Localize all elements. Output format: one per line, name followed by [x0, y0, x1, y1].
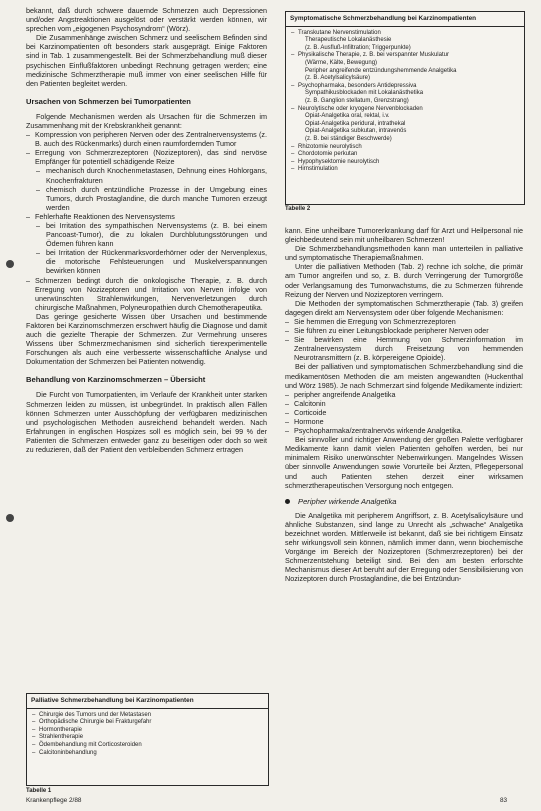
- table-item: (Wärme, Kälte, Bewegung): [305, 59, 378, 66]
- list-item: – Sie hemmen die Erregung von Schmerzrezeptoren: [285, 317, 523, 326]
- paragraph: Die Zusammenhänge zwischen Schmerz und seelischem Befinden sind bei Karzinompatienten oft besonders stark ausgeprägt. Einige Faktoren sind in Tab. 1 zusammengestellt. Bei der Schmerzbehandlung muß dieser psychischen Einflußfaktoren unbedingt Rechnung getragen werden; eine medizinische Schmerztherapie muß immer von einer seelischen Hilfe für den Patienten begleitet werden.: [26, 33, 267, 88]
- table-item: – Ödembehandlung mit Corticosteroiden: [32, 742, 263, 750]
- table-item: – Hypophysektomie neurolytisch: [291, 159, 519, 167]
- table-item: – Rhizotomie neurolytisch: [291, 144, 519, 152]
- table-item: – Chordotomie perkutan: [291, 151, 519, 159]
- list-item: – bei Irritation des sympathischen Nervensystems (z. B. bei einem Pancoast-Tumor), die zu lokalen Durchblutungsstörungen und Ödemen führen kann: [26, 221, 267, 248]
- table-box: [26, 693, 269, 786]
- table-item: – Psychopharmaka, besonders Antidepressiva: [291, 83, 519, 91]
- list-item: – Kompression von peripheren Nerven oder des Zentralnervensystems (z. B. auch des Rückenmarks) durch einen raumfordernden Tumor: [26, 130, 267, 148]
- paragraph: Bei sinnvoller und richtiger Anwendung der großen Palette verfügbarer Medikamente kann damit vielen Patienten geholfen werden, bei nur minimalem Risiko unerwünschter Nebenwirkungen. Mangelndes Wissen über sinnvolle Anwendungen sowie Vorurteile bei Ärzten, Pflegepersonal und auch Patienten stehen derzeit einer wirksamen schmerztherapeutischen Versorgung noch entgegen.: [285, 435, 523, 490]
- punch-hole: [6, 514, 14, 522]
- medication-list: [285, 390, 523, 435]
- list-item: – Calcitonin: [285, 399, 523, 408]
- table-item: – Neurolytische oder kryogene Nervenblockaden: [291, 106, 519, 114]
- paragraph: Das geringe gesicherte Wissen über Ursachen und bestimmende Faktoren bei Karzinomschmerzen erschwert häufig die Diagnose und damit auch die gezielte Therapie der Schmerzen. Zur Vermehrung unseres Wissens über Schmerzmechanismen sind sicherlich tierexperimentelle Forschungen als auch eine verbesserte wissenschaftliche Analyse und Dokumentation der Schmerzen bei Patienten notwendig.: [26, 311, 267, 367]
- table-item: Therapeutische Lokalanästhesie: [305, 37, 392, 44]
- table-item: – Strahlentherapie: [32, 734, 263, 742]
- left-column: [26, 6, 267, 454]
- paragraph: Bei der palliativen und symptomatischen Schmerzbehandlung sind die medikamentösen Methoden die am meisten angewandten (Huckenthal und Wörz 1985). Je nach Schmerzart sind folgende Medikamente indiziert:: [285, 362, 523, 390]
- table-item: Peripher angreifende entzündungshemmende Analgetika: [305, 67, 457, 74]
- paragraph: Die Analgetika mit peripherem Angriffsort, z. B. Acetylsalicylsäure und ähnliche Substanzen, sind lange zu Unrecht als „schwache“ Analgetika bezeichnet worden. Mittlerweile ist bekannt, daß sie bei richtigem Einsatz sehr wirkungsvoll sein können, nämlich immer dann, wenn biochemische Vorgänge im Bereich der Nozizeptoren (Schmerzrezeptoren) bei der Schmerzentstehung beteiligt sind. Bei den am besten erforschte Mechanismus dieser Art beruht auf der Erregung oder Sensibilisierung von Nozizeptoren durch Prostaglandine, die bei Entzündun-: [285, 510, 523, 584]
- table-item: Sympathikusblockaden mit Lokalanästhetika: [305, 90, 424, 97]
- punch-hole: [6, 260, 14, 268]
- page-number: 83: [500, 797, 508, 804]
- section-heading: Ursachen von Schmerzen bei Tumorpatienten: [26, 96, 191, 106]
- section-heading: Behandlung von Karzinomschmerzen – Übersicht: [26, 375, 206, 385]
- paragraph: Die Furcht von Tumorpatienten, im Verlaufe der Krankheit unter starken Schmerzen leiden zu müssen, ist unbegründet. In praktisch allen Fällen können Schmerzen unter Ausschöpfung der verfügbaren medizinischen und psychologischen Methoden ausreichend behandelt werden. Nach Erfahrungen in englischen Hospizes soll es möglich sein, bei 99 % der Patienten die Schmerzen entweder ganz zu beseitigen oder doch so weit zu reduzieren, daß der Patient den verbleibenden Schmerz ertragen: [26, 390, 267, 455]
- table-caption: Tabelle 1: [26, 788, 52, 794]
- paragraph: Die Schmerzbehandlungsmethoden kann man unterteilen in palliative und symptomatische Therapiemaßnahmen.: [285, 244, 523, 263]
- list-item: – Sie führen zu einer Leitungsblockade peripherer Nerven oder: [285, 326, 523, 335]
- list-item: – Erregung von Schmerzrezeptoren (Nozizeptoren), das sind nervöse Empfänger für potentiell schädigende Reize: [26, 148, 267, 166]
- list-item: – bei Irritation der Rückenmarksvorderhörner oder der Nervenplexus, die motorische Fehlsteuerungen und Muskelverspannungen bewirken können: [26, 248, 267, 275]
- table-item: Opiat-Analgetika peridural, intrathekal: [305, 120, 406, 127]
- table-item: Opiat-Analgetika subkutan, intravenös: [305, 128, 407, 135]
- paragraph: Die Methoden der symptomatischen Schmerztherapie (Tab. 3) greifen dagegen direkt am Nervensystem oder über folgende Mechanismen:: [285, 298, 523, 317]
- table-item: (z. B. Acetylsalicylsäure): [305, 75, 371, 82]
- table-item: – Calcitoninbehandlung: [32, 750, 263, 758]
- list-item: – Schmerzen bedingt durch die onkologische Therapie, z. B. durch Erregung von Nozizeptoren und Irritation von Nerven infolge von unerwünschten Strahlenwirkungen, Nervenverletzungen durch chirurgische Maßnahmen, Polyneuropathien durch Chemotherapeutika.: [26, 276, 267, 312]
- section-heading: [285, 497, 523, 506]
- table-item: Opiat-Analgetika oral, rektal, i.v.: [305, 113, 390, 120]
- list-item: – Fehlerhafte Reaktionen des Nervensystems: [26, 212, 267, 221]
- table-item: (z. B. Ganglion stellatum, Grenzstrang): [305, 97, 409, 104]
- table-item: – Hirnstimulation: [291, 166, 519, 174]
- table-caption: Tabelle 2: [285, 206, 311, 212]
- table-list: [286, 27, 524, 177]
- list-item: – Psychopharmaka/zentralnervös wirkende Analgetika.: [285, 426, 523, 435]
- list-item: – Sie bewirken eine Hemmung von Schmerzinformation im Zentralnervensystem durch Freisetzung von hemmenden Neurotransmittern (z. B. körpereigene Opioide).: [285, 335, 523, 362]
- journal-footer: Krankenpflege 2/88: [26, 797, 82, 804]
- table-item: – Hormontherapie: [32, 727, 263, 735]
- table-list: [27, 709, 268, 761]
- list-item: – peripher angreifende Analgetika: [285, 390, 523, 399]
- table-item: – Orthopädische Chirurgie bei Frakturgefahr: [32, 719, 263, 727]
- right-column: [285, 226, 523, 583]
- paragraph: bekannt, daß durch schwere dauernde Schmerzen auch Depressionen und/oder Angstreaktionen ausgelöst oder verstärkt werden können, wir sprechen vom „eigogenen Psychosyndrom“ (Wörz).: [26, 6, 267, 34]
- paragraph: Folgende Mechanismen werden als Ursachen für die Schmerzen im Zusammenhang mit der Krebskrankheit genannt:: [26, 111, 267, 130]
- table-box: [285, 11, 525, 205]
- causes-list: [26, 130, 267, 312]
- bullet-icon: [285, 499, 290, 504]
- paragraph: kann. Eine unheilbare Tumorerkrankung darf für Arzt und Heilpersonal nie gleichbedeutend sein mit unheilbaren Schmerzen!: [285, 226, 523, 245]
- table-title: Symptomatische Schmerzbehandlung bei Karzinompatienten: [286, 12, 524, 27]
- list-item: – mechanisch durch Knochenmetastasen, Dehnung eines Hohlorgans, Knochenfrakturen: [26, 166, 267, 184]
- heading-text: Peripher wirkende Analgetika: [298, 496, 397, 506]
- table-item: – Chirurgie des Tumors und der Metastasen: [32, 712, 263, 720]
- table-item: (z. B. bei ständiger Beschwerde): [305, 135, 392, 142]
- list-item: – chemisch durch entzündliche Prozesse in der Umgebung eines Tumors, durch Prostaglandine, die durch manche Tumoren erzeugt werden: [26, 185, 267, 212]
- list-item: – Corticoide: [285, 408, 523, 417]
- list-item: – Hormone: [285, 417, 523, 426]
- paragraph: Unter die palliativen Methoden (Tab. 2) rechne ich solche, die primär am Tumor angreifen und so, z. B. durch Verringerung der Tumorgröße oder Verlangsamung des Tumorwachstums, die zu Schmerzen führende Reizung der Nerven und Nozizeptoren verringern.: [285, 262, 523, 299]
- table-title: Palliative Schmerzbehandlung bei Karzinompatienten: [27, 694, 268, 709]
- table-item: – Physikalische Therapie, z. B. bei verspannter Muskulatur: [291, 52, 519, 60]
- mechanism-list: [285, 317, 523, 362]
- table-item: – Transkutane Nervenstimulation: [291, 30, 519, 38]
- table-item: (z. B. Ausfluß-Infiltration; Triggerpunkte): [305, 44, 411, 51]
